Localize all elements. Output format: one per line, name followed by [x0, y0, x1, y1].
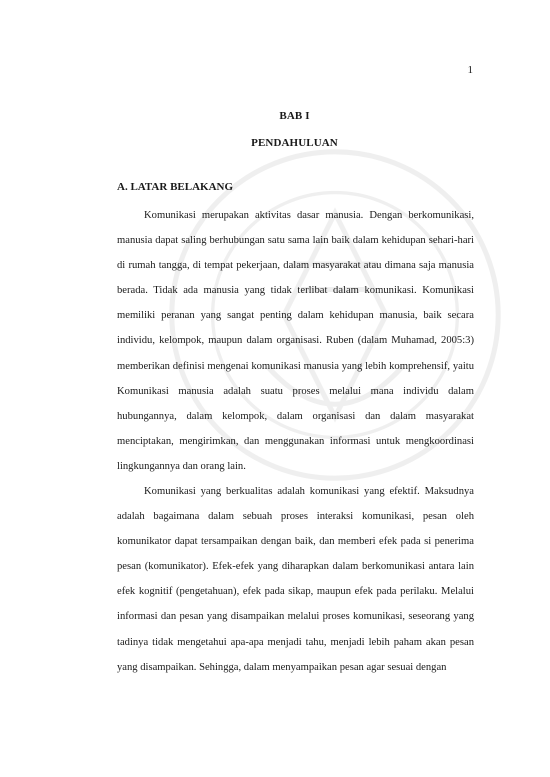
paragraph-2: Komunikasi yang berkualitas adalah komunikasi yang efektif. Maksudnya adalah bagaimana dalam sebuah proses interaksi komunikasi, pesan oleh komunikator dapat tersampaikan dengan baik, dan memberi efek pada si penerima pesan (komunikator). Efek-efek yang diharapkan dalam berkomunikasi antara lain efek kognitif (pengetahuan), efek pada sikap, maupun efek pada perilaku. Melalui informasi dan pesan yang disampaikan melalui proses komunikasi, seseorang yang tadinya tidak mengetahui apa-apa menjadi tahu, menjadi lebih paham akan pesan yang disampaikan. Sehingga, dalam menyampaikan pesan agar sesuai dengan — [117, 486, 474, 673]
chapter-title: PENDAHULUAN — [251, 137, 338, 149]
page-number: 1 — [467, 64, 473, 76]
chapter-heading: BAB I — [279, 110, 310, 122]
section-heading: A. LATAR BELAKANG — [117, 181, 234, 193]
paragraph-1: Komunikasi merupakan aktivitas dasar manusia. Dengan berkomunikasi, manusia dapat saling berhubungan satu sama lain baik dalam kehidupan sehari-hari di rumah tangga, di tempat pekerjaan, dalam masyarakat atau dimana saja manusia berada. Tidak ada manusia yang tidak terlibat dalam komunikasi. Komunikasi memiliki peranan yang sangat penting dalam kehidupan manusia, baik secara individu, kelompok, maupun dalam organisasi. Ruben (dalam Muhamad, 2005:3) memberikan definisi mengenai komunikasi manusia yang lebih komprehensif, yaitu Komunikasi manusia adalah suatu proses melalui mana individu dalam hubungannya, dalam kelompok, dalam organisasi dan dalam masyarakat menciptakan, mengirimkan, dan menggunakan informasi untuk mengkoordinasi lingkungannya dan orang lain. — [117, 210, 474, 472]
